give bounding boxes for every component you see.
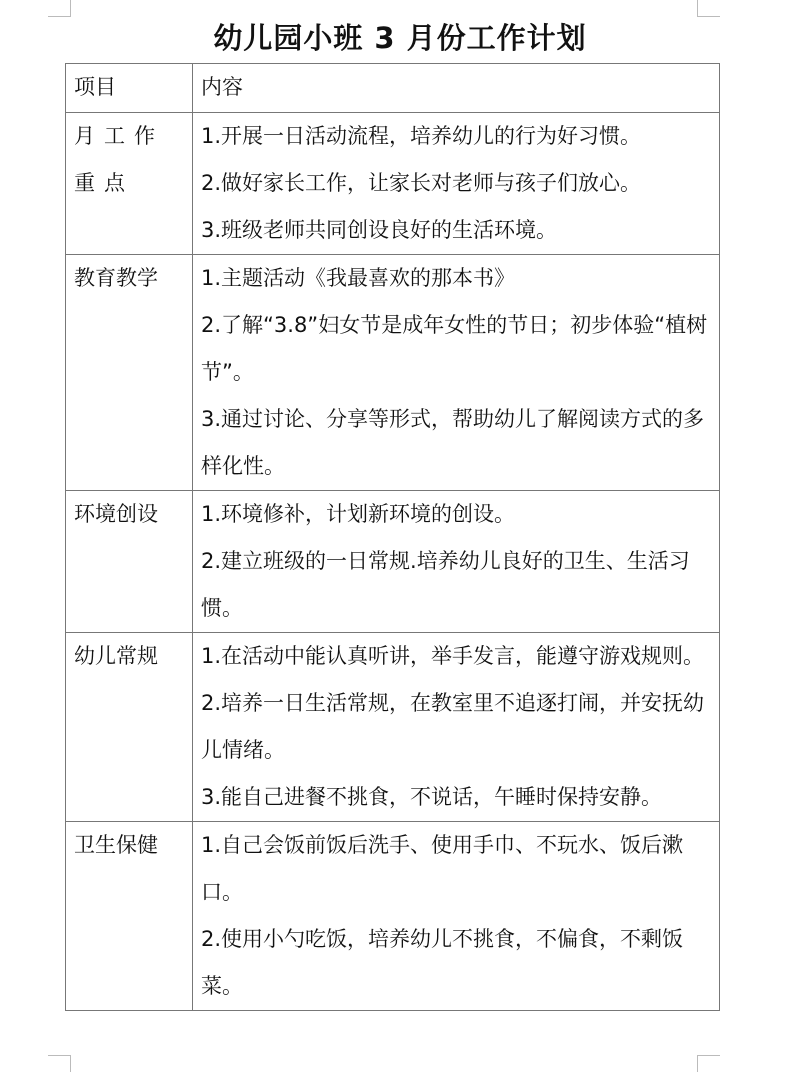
table-row bbox=[66, 255, 720, 491]
plan-table bbox=[65, 63, 720, 1011]
row-item: 幼儿常规 bbox=[66, 633, 193, 822]
content-line: 2.建立班级的一日常规.培养幼儿良好的卫生、生活习惯。 bbox=[201, 549, 690, 620]
content-line: 1.开展一日活动流程，培养幼儿的行为好习惯。 bbox=[201, 124, 642, 148]
page-corner-mark bbox=[697, 1055, 720, 1072]
row-content bbox=[193, 633, 720, 822]
table-header-row bbox=[66, 64, 720, 113]
table-row bbox=[66, 822, 720, 1011]
row-item: 教育教学 bbox=[66, 255, 193, 491]
content-line: 3.班级老师共同创设良好的生活环境。 bbox=[201, 218, 558, 242]
table-row bbox=[66, 113, 720, 255]
page-corner-mark bbox=[697, 0, 720, 17]
row-content bbox=[193, 255, 720, 491]
content-line: 2.做好家长工作，让家长对老师与孩子们放心。 bbox=[201, 171, 642, 195]
row-item: 卫生保健 bbox=[66, 822, 193, 1011]
content-line: 3.能自己进餐不挑食，不说话，午睡时保持安静。 bbox=[201, 785, 663, 809]
row-content bbox=[193, 113, 720, 255]
content-line: 2.了解“3.8”妇女节是成年女性的节日；初步体验“植树节”。 bbox=[201, 313, 708, 384]
page-corner-mark bbox=[48, 1055, 71, 1072]
table-row bbox=[66, 491, 720, 633]
table-row bbox=[66, 633, 720, 822]
content-line: 1.在活动中能认真听讲，举手发言，能遵守游戏规则。 bbox=[201, 644, 705, 668]
content-line: 1.自己会饭前饭后洗手、使用手巾、不玩水、饭后漱口。 bbox=[201, 833, 684, 904]
row-content bbox=[193, 822, 720, 1011]
document-title: 幼儿园小班 3 月份工作计划 bbox=[213, 21, 587, 55]
content-line: 1.环境修补，计划新环境的创设。 bbox=[201, 502, 516, 526]
row-content bbox=[193, 491, 720, 633]
content-line: 2.使用小勺吃饭，培养幼儿不挑食，不偏食，不剩饭菜。 bbox=[201, 927, 684, 998]
header-item: 项目 bbox=[66, 64, 193, 113]
row-item: 月工作重点 bbox=[66, 113, 193, 255]
row-item: 环境创设 bbox=[66, 491, 193, 633]
page-corner-mark bbox=[48, 0, 71, 17]
content-line: 3.通过讨论、分享等形式，帮助幼儿了解阅读方式的多样化性。 bbox=[201, 407, 705, 478]
content-line: 1.主题活动《我最喜欢的那本书》 bbox=[201, 266, 516, 290]
header-content: 内容 bbox=[193, 64, 720, 113]
content-line: 2.培养一日生活常规，在教室里不追逐打闹，并安抚幼儿情绪。 bbox=[201, 691, 705, 762]
